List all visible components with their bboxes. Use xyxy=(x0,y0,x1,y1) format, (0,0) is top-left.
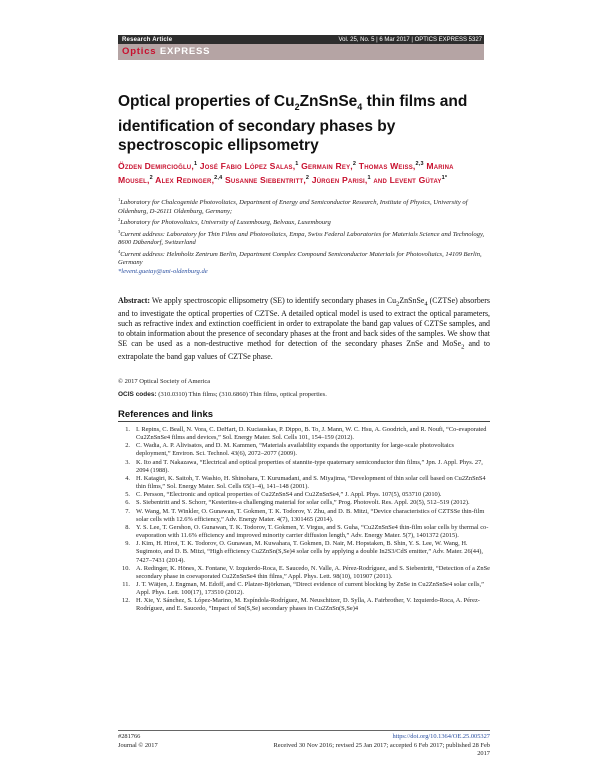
ocis-codes: OCIS codes: (310.0310) Thin films; (310.6860) Thin films, optical properties. xyxy=(118,391,327,398)
paper-title: Optical properties of $Cu_2ZnSnSe_4$ thin films and identification of secondary phases by spectroscopic ellipsometry xyxy=(118,93,468,155)
affiliations xyxy=(118,196,490,276)
footer-left xyxy=(118,733,158,750)
reference-item: 8. Y. S. Lee, T. Gershon, O. Gunawan, T. K. Todorov, T. Gokmen, Y. Virgus, and S. Guha, “Cu2ZnSnSe4 thin-film solar cells by thermal co-evaporation with 11.6% efficiency and improved minority carrier diffusion length,” Adv. Energy Mater. 5(7), 1401372 (2015). xyxy=(125,523,489,540)
reference-item: 11. J. T. Wätjen, J. Engman, M. Edoff, and C. Platzer-Björkman, “Direct evidence of current blocking by ZnSe in Cu2ZnSnSe4 solar cells,” Appl. Phys. Lett. 100(17), 173510 (2012). xyxy=(122,580,484,597)
references-heading: References and links xyxy=(118,409,214,420)
doi-link[interactable]: https://doi.org/10.1364/OE.25.005327 xyxy=(392,733,490,740)
journal-name-part1: Optics xyxy=(122,46,157,57)
reference-list xyxy=(118,426,490,614)
reference-item: 5. C. Persson, “Electronic and optical properties of Cu2ZnSnS4 and Cu2ZnSnSe4,” J. Appl. Phys. 107(5), 053710 (2010). xyxy=(125,491,442,499)
affiliation: $^2$Laboratory for Photovoltaics, University of Luxembourg, Belvaux, Luxembourg xyxy=(118,217,331,227)
author-list xyxy=(118,158,490,187)
publication-dates: Received 30 Nov 2016; revised 25 Jan 2017; accepted 6 Feb 2017; published 28 Feb 2017 xyxy=(273,741,490,758)
references-divider xyxy=(118,421,490,422)
author: José Fabio López Salas,$^1$ xyxy=(197,160,299,171)
affiliation: $^1$Laboratory for Chalcogenide Photovoltaics, Department of Energy and Semiconductor Research, Institute of Physics, University of Oldenburg, D-26111 Oldenburg, Germany; xyxy=(118,197,468,215)
affiliation: $^4$Current address: Helmholtz Zentrum Berlin, Department Complex Compound Semiconductor Materials for Photovoltaics, 14109 Berlin, Germany xyxy=(118,248,482,267)
article-id: #281766 xyxy=(118,733,141,740)
reference-item: 3. K. Ito and T. Nakazawa, “Electrical and optical properties of stannite-type quaternary semiconductor thin films,” Jpn. J. Appl. Phys. 27, 2094 (1988). xyxy=(125,458,483,474)
email-link[interactable]: *levent.guetay@uni-oldenburg.de xyxy=(118,267,208,275)
article-type-label: Research Article xyxy=(122,36,173,43)
copyright-notice: © 2017 Optical Society of America xyxy=(118,378,211,385)
journal-logo xyxy=(122,46,210,58)
reference-item: 6. S. Siebentritt and S. Schorr, “Kesterites-a challenging material for solar cells,” Prog. Photovolt. Res. Appl. 20(5), 512–519 (2012). xyxy=(125,499,470,507)
abstract: Abstract: We apply spectroscopic ellipsometry (SE) to identify secondary phases in $Cu_2ZnSnSe_4$ (CZTSe) absorbers and to investigate the optical properties of CZTSe. A detailed optical model is used to extract the optical parameters, such as refractive index and extinction coefficient in order to extrapolate the band gap values of CZTSe samples, and to obtain information about the presence of secondary phases at the front and back sides of the samples. We show that SE can be used as a non-destructive method for detection of the secondary phases ZnSe and MoSe$_2$ and to extrapolate the band gap values of CZTSe phase. xyxy=(118,296,491,362)
reference-item: 9. J. Kim, H. Hiroi, T. K. Todorov, O. Gunawan, M. Kuwahara, T. Gokmen, D. Nair, M. Hopstaken, B. Shin, Y. S. Lee, W. Wang, H. Sugimoto, and D. B. Mitzi, “High efficiency Cu2ZnSn(S,Se)4 solar cells by applying a double In2S3/CdS emitter,” Adv. Mater. 26(44), 7427–7431 (2014). xyxy=(125,540,483,564)
reference-item: 1. I. Repins, C. Beall, N. Vora, C. DeHart, D. Kuciauskas, P. Dippo, B. To, J. Mann, W. C. Hsu, A. Goodrich, and R. Noufi, “Co-evaporated Cu2ZnSnSe4 films and devices,” Sol. Energy Mater. Sol. Cells 101, 154–159 (2012). xyxy=(125,426,487,442)
author: Özden Demircioğlu,$^1$ xyxy=(118,160,198,171)
author: and Levent Gütay$^{1*}$ xyxy=(370,175,448,186)
footer-divider xyxy=(118,730,490,731)
footer-right xyxy=(260,733,490,759)
author: Thomas Weiss,$^{2,3}$ xyxy=(356,160,424,171)
abstract-label: Abstract: xyxy=(118,296,150,305)
author: Marina Mousel,$^2$ xyxy=(118,160,454,186)
reference-item: 12. H. Xie, Y. Sánchez, S. López-Marino, M. Espíndola-Rodríguez, M. Neuschitzer, D. Sylla, A. Fairbrother, V. Izquierdo-Roca, A. Pérez-Rodríguez, and E. Saucedo, “Impact of Sn(S,Se) secondary phases in Cu2ZnSn(S,Se)4 xyxy=(122,597,480,613)
reference-item: 7. W. Wang, M. T. Winkler, O. Gunawan, T. Gokmen, T. K. Todorov, Y. Zhu, and D. B. Mitzi, “Device characteristics of CZTSSe thin-film solar cells with 12.6% efficiency,” Adv. Energy Mater. 4(7), 1301465 (2014). xyxy=(125,507,485,523)
journal-name-part2: EXPRESS xyxy=(159,46,211,57)
affiliation: $^3$Current address: Laboratory for Thin Films and Photovoltaics, Empa, Swiss Federal Laboratories for Materials Science and Technology, 8600 Dübendorf, Switzerland xyxy=(118,228,485,247)
author: Alex Redinger,$^{2,4}$ xyxy=(152,175,223,186)
reference-item: 2. C. Wadia, A. P. Alivisatos, and D. M. Kammen, “Materials availability expands the opportunity for large-scale photovoltaics deployment,” Environ. Sci. Technol. 43(6), 2072–2077 (2009). xyxy=(125,442,455,458)
author: Susanne Siebentritt,$^2$ xyxy=(222,175,310,186)
reference-item: 4. H. Katagiri, K. Saitoh, T. Washio, H. Shinohara, T. Kurumadani, and S. Miyajima, “Development of thin solar cell based on Cu2ZnSnS4 thin films,” Sol. Energy Mater. Sol. Cells 65(1–4), 141–148 (2001). xyxy=(125,474,486,491)
author: Germain Rey,$^2$ xyxy=(298,160,357,171)
reference-item: 10. A. Redinger, K. Hönes, X. Fontane, V. Izquierdo-Roca, E. Saucedo, N. Valle, A. Pérez-Rodríguez, and S. Siebentritt, “Detection of a ZnSe secondary phase in coevaporated Cu2ZnSnSe4 thin films,” Appl. Phys. Lett. 98(10), 101907 (2011). xyxy=(122,564,490,580)
volume-line: Vol. 25, No. 5 | 6 Mar 2017 | OPTICS EXPRESS 5327 xyxy=(338,36,482,43)
journal-copyright: Journal © 2017 xyxy=(118,741,158,749)
author: Jürgen Parisi,$^1$ xyxy=(309,175,371,186)
